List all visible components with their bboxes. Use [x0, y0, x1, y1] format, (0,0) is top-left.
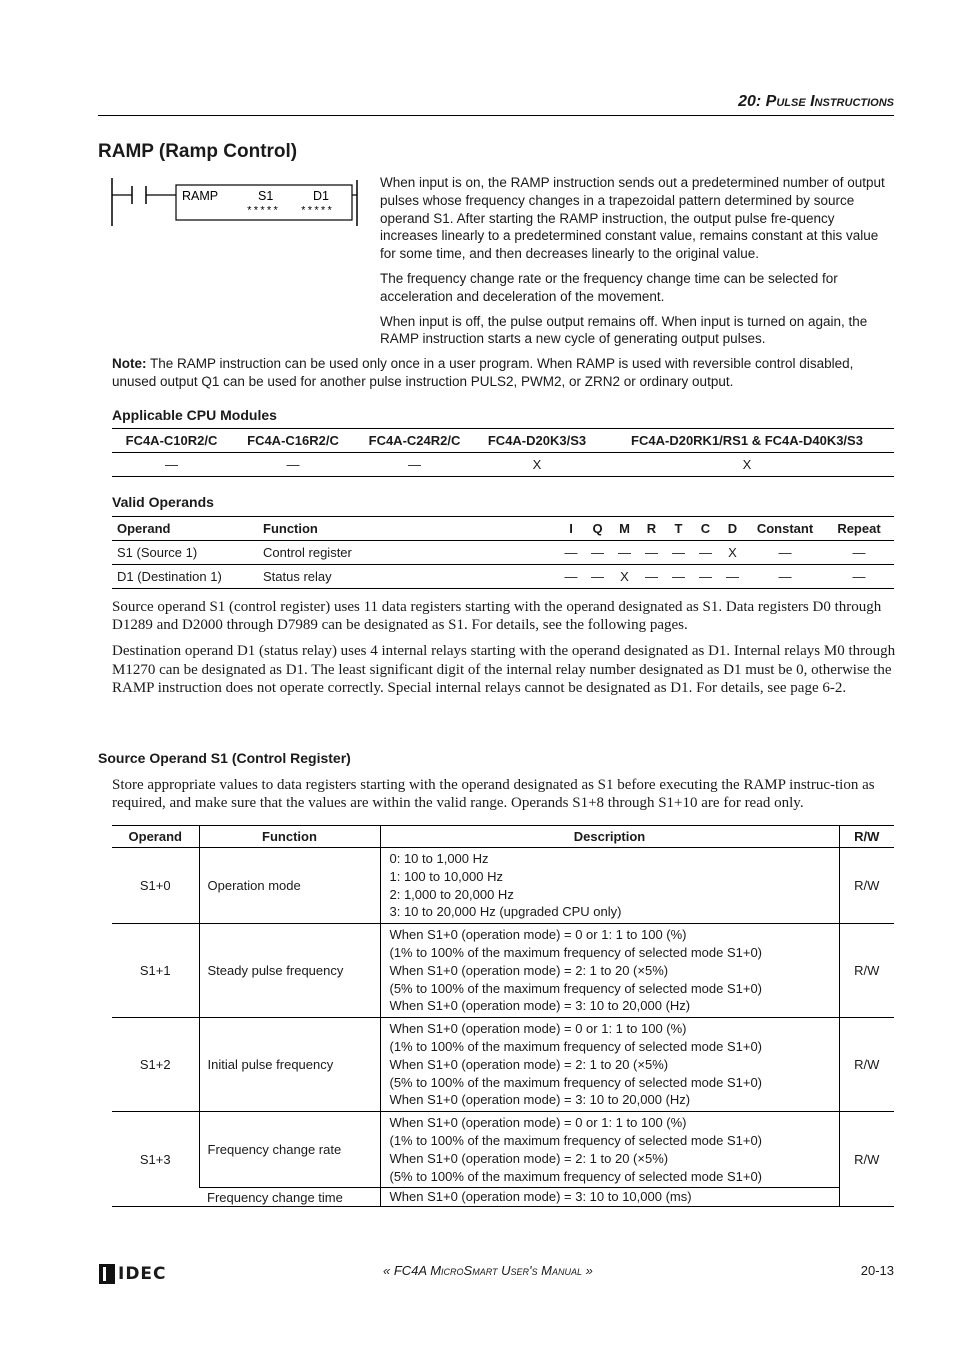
logo-text: IDEC — [118, 1264, 167, 1284]
cpu-value: — — [408, 457, 421, 472]
description-line: (1% to 100% of the maximum frequency of selected mode S1+0) — [389, 944, 762, 960]
operands-column-header: Function — [263, 521, 318, 536]
cpu-value: X — [742, 457, 752, 472]
source-paragraph: Store appropriate values to data registers starting with the operand designated as S1 before executing the RAMP instruc-tion as required, and make sure that the values are within the valid range. Operands S1+8 through S1+10 are for read only. — [112, 777, 875, 812]
ladder-op1-label: S1 — [258, 189, 274, 203]
description-line: (1% to 100% of the maximum frequency of selected mode S1+0) — [389, 1038, 762, 1054]
register-description — [380, 848, 839, 924]
operand-mark: — — [672, 545, 685, 560]
register-operand: S1+3 — [112, 1112, 199, 1207]
operand-cell: D1 (Destination 1) — [117, 569, 222, 584]
ladder-diagram — [110, 176, 360, 228]
operand-mark: X — [728, 545, 737, 560]
function-cell: Status relay — [263, 569, 332, 584]
operand-cell: S1 (Source 1) — [117, 545, 198, 560]
register-function: Frequency change time — [199, 1188, 380, 1207]
ladder-instruction: RAMP — [182, 189, 219, 203]
description-line: 2: 1,000 to 20,000 Hz — [389, 886, 514, 902]
register-description — [380, 1188, 839, 1207]
ladder-op2-value: ***** — [300, 206, 334, 218]
operand-mark: — — [645, 569, 658, 584]
register-column-header: Description — [380, 826, 839, 848]
valid-operands-table — [112, 516, 894, 589]
description-line: When S1+0 (operation mode) = 2: 1 to 20 (×5%) — [389, 962, 669, 978]
ladder-op1-value: ***** — [246, 206, 280, 218]
operands-header-row — [112, 517, 894, 541]
operands-column-header: I — [569, 521, 573, 536]
body-paragraph: Source operand S1 (control register) uses 11 data registers starting with the operand designated as S1. Data registers D0 through D1289 and D2000 through D7989 can be designated as S1. For details, see the following pages. — [112, 599, 882, 634]
operand-mark: — — [778, 569, 792, 584]
table-row — [112, 924, 894, 1018]
operand-mark: — — [852, 545, 866, 560]
register-column-header: R/W — [839, 826, 894, 848]
chapter-header — [738, 93, 894, 111]
register-operand: S1+1 — [112, 924, 199, 1018]
cpu-column-header: FC4A-D20K3/S3 — [487, 433, 587, 448]
operand-mark: — — [618, 545, 631, 560]
cpu-value: — — [286, 457, 300, 472]
operands-column-header: R — [646, 521, 657, 536]
register-rw: R/W — [839, 924, 894, 1018]
description-line: When S1+0 (operation mode) = 3: 10 to 10,000 (ms) — [389, 1189, 692, 1205]
table-row — [112, 1112, 894, 1188]
table-row — [112, 541, 894, 565]
register-rw: R/W — [839, 848, 894, 924]
ladder-op2-label: D1 — [313, 189, 329, 203]
register-function: Frequency change rate — [199, 1112, 380, 1188]
description-line: (5% to 100% of the maximum frequency of selected mode S1+0) — [389, 980, 762, 996]
operand-mark: — — [699, 569, 712, 584]
operands-column-header: D — [727, 521, 738, 536]
register-function: Steady pulse frequency — [199, 924, 380, 1018]
description-line: 3: 10 to 20,000 Hz (upgraded CPU only) — [389, 904, 622, 920]
table-row — [112, 565, 894, 589]
operands-column-header: Q — [592, 521, 603, 536]
description-line: 0: 10 to 1,000 Hz — [389, 851, 489, 866]
valid-operands-heading: Valid Operands — [112, 494, 214, 510]
register-column-header: Operand — [112, 826, 199, 848]
table-row — [112, 1018, 894, 1112]
register-rw: R/W — [839, 1112, 894, 1207]
operand-mark: — — [726, 569, 739, 584]
description-line: When S1+0 (operation mode) = 0 or 1: 1 to 100 (%) — [389, 1021, 687, 1037]
description-line: (1% to 100% of the maximum frequency of selected mode S1+0) — [389, 1132, 762, 1148]
description-line: When S1+0 (operation mode) = 0 or 1: 1 to 100 (%) — [389, 1115, 687, 1131]
cpu-column-header: FC4A-C16R2/C — [247, 433, 339, 448]
description-line: When S1+0 (operation mode) = 0 or 1: 1 to 100 (%) — [389, 927, 687, 943]
cpu-value: X — [532, 457, 542, 472]
description-line: When S1+0 (operation mode) = 2: 1 to 20 (×5%) — [389, 1150, 669, 1166]
operand-mark: — — [645, 545, 658, 560]
intro-text — [380, 174, 892, 355]
description-line: When S1+0 (operation mode) = 3: 10 to 20,000 (Hz) — [389, 1092, 691, 1108]
intro-paragraph: When input is off, the pulse output remains off. When input is turned on again, the RAMP instruction starts a new cycle of generating output pulses. — [380, 313, 868, 347]
cpu-column-header: FC4A-C24R2/C — [368, 433, 461, 448]
note-text: The RAMP instruction can be used only once in a user program. When RAMP is used with reversible control disabled, unused output Q1 can be used for another pulse instruction PULS2, PWM2, or ZRN2 or ordinary output. — [112, 356, 854, 389]
cpu-column-header: FC4A-C10R2/C — [125, 433, 218, 448]
operand-mark: — — [564, 545, 578, 560]
source-operand-text — [112, 776, 896, 820]
manual-title: « FC4A MicroSmart User's Manual » — [383, 1263, 593, 1278]
description-line: When S1+0 (operation mode) = 2: 1 to 20 (×5%) — [389, 1056, 669, 1072]
description-line: When S1+0 (operation mode) = 3: 10 to 20,000 (Hz) — [389, 998, 691, 1014]
chapter-title: Pulse Instructions — [765, 93, 894, 110]
operands-column-header: T — [674, 521, 683, 536]
source-operand-heading: Source Operand S1 (Control Register) — [98, 750, 351, 766]
register-function: Initial pulse frequency — [199, 1018, 380, 1112]
register-function: Operation mode — [199, 848, 380, 924]
cpu-modules-heading: Applicable CPU Modules — [112, 407, 277, 423]
register-operand: S1+0 — [112, 848, 199, 924]
idec-logo — [99, 1264, 167, 1284]
description-line: 1: 100 to 10,000 Hz — [389, 868, 503, 884]
body-text — [112, 598, 896, 705]
register-description — [380, 1018, 839, 1112]
cpu-column-header: FC4A-D20RK1/RS1 & FC4A-D40K3/S3 — [631, 433, 863, 448]
operands-column-header: Constant — [756, 521, 814, 536]
operands-column-header: C — [700, 521, 711, 536]
description-line: (5% to 100% of the maximum frequency of selected mode S1+0) — [389, 1074, 762, 1090]
register-column-header: Function — [199, 826, 380, 848]
page-title: RAMP (Ramp Control) — [98, 141, 298, 162]
table-row — [112, 848, 894, 924]
operand-mark: — — [699, 545, 712, 560]
note-label: Note: — [112, 356, 147, 371]
register-description — [380, 1112, 839, 1188]
function-cell: Control register — [263, 545, 352, 560]
register-description — [380, 924, 839, 1018]
operands-column-header: Operand — [117, 521, 171, 536]
chapter-number: 20: — [738, 93, 766, 110]
note-paragraph — [112, 355, 894, 391]
register-rw: R/W — [839, 1018, 894, 1112]
cpu-modules-table — [112, 428, 894, 477]
table-row — [112, 1188, 894, 1207]
operand-mark: — — [591, 545, 604, 560]
operand-mark: X — [620, 569, 629, 584]
operand-mark: — — [564, 569, 578, 584]
page-number: 20-13 — [860, 1263, 894, 1278]
register-operand: S1+2 — [112, 1018, 199, 1112]
description-line: (5% to 100% of the maximum frequency of selected mode S1+0) — [389, 1168, 762, 1184]
body-paragraph: Destination operand D1 (status relay) uses 4 internal relays starting with the operand designated as D1. Internal relays M0 through M1270 can be designated as D1. The least significant digit of the internal relay number designated as D1 must be 0, otherwise the RAMP instruction does not operate correctly. Special internal relays cannot be designated as D1. For details, see page 6-2. — [112, 643, 896, 696]
operands-column-header: M — [619, 521, 630, 536]
operands-column-header: Repeat — [837, 521, 881, 536]
idec-logo-icon — [99, 1264, 115, 1284]
operand-mark: — — [591, 569, 604, 584]
operand-mark: — — [852, 569, 866, 584]
intro-paragraph: When input is on, the RAMP instruction sends out a predetermined number of output pulses whose frequency changes in a trapezoidal pattern determined by source operand S1. After starting the RAMP instruction, the output pulse fre-quency increases linearly to a predetermined constant value, remains constant at this value for some time, and then decreases linearly to the original value. — [380, 175, 885, 262]
header-rule — [98, 115, 894, 116]
cpu-value: — — [165, 457, 178, 472]
operand-mark: — — [778, 545, 792, 560]
control-register-table — [112, 825, 894, 1207]
intro-paragraph: The frequency change rate or the frequency change time can be selected for acceleration and deceleration of the movement. — [380, 270, 838, 304]
register-header-row — [112, 826, 894, 848]
operand-mark: — — [672, 569, 685, 584]
